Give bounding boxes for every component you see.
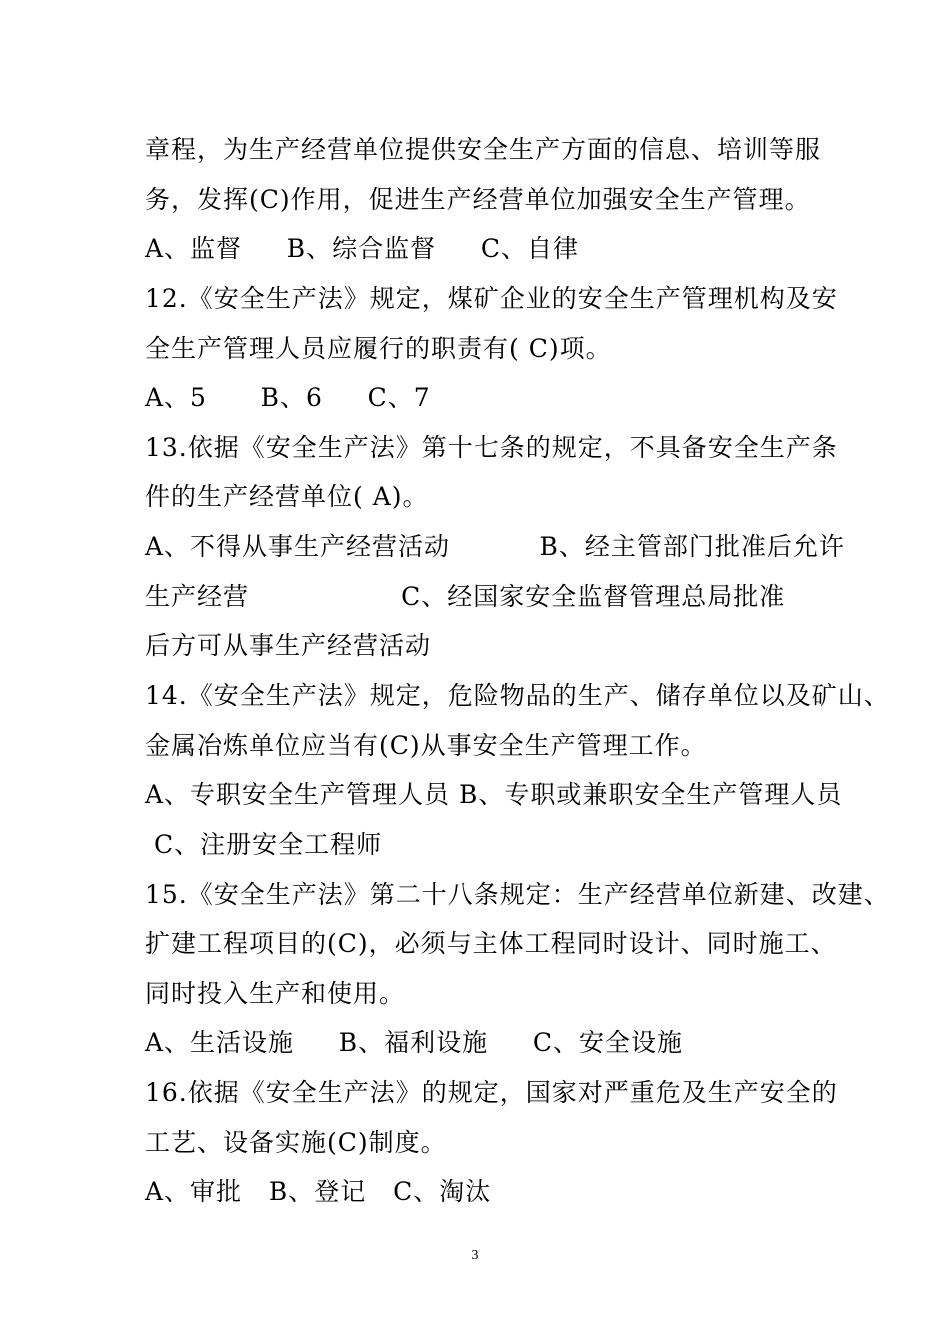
question-12: 12.《安全生产法》规定，煤矿企业的安全生产管理机构及安 (145, 284, 838, 313)
text-line: 件的生产经营单位( A)。 (145, 482, 429, 511)
answer-options: A、生活设施 B、福利设施 C、安全设施 (145, 1028, 684, 1057)
question-15: 15.《安全生产法》第二十八条规定：生产经营单位新建、改建、 (145, 880, 890, 909)
text-line: 务，发挥(C)作用，促进生产经营单位加强安全生产管理。 (145, 185, 811, 214)
text-line: 章程，为生产经营单位提供安全生产方面的信息、培训等服 (145, 135, 822, 164)
question-13: 13.依据《安全生产法》第十七条的规定，不具备安全生产条 (145, 433, 838, 462)
question-16: 16.依据《安全生产法》的规定，国家对严重危及生产安全的 (145, 1078, 838, 1107)
answer-options: A、不得从事生产经营活动 B、经主管部门批准后允许 (145, 532, 845, 561)
text-line: 金属冶炼单位应当有(C)从事安全生产管理工作。 (145, 731, 707, 760)
text-line: 同时投入生产和使用。 (145, 979, 406, 1008)
answer-options: C、注册安全工程师 (145, 830, 383, 859)
text-line: 扩建工程项目的(C)，必须与主体工程同时设计、同时施工、 (145, 929, 837, 958)
text-line: 工艺、设备实施(C)制度。 (145, 1128, 447, 1157)
text-line: 全生产管理人员应履行的职责有( C)项。 (145, 334, 612, 363)
answer-options: A、监督 B、综合监督 C、自律 (145, 234, 580, 263)
answer-options: A、审批 B、登记 C、淘汰 (145, 1177, 492, 1206)
answer-options: A、专职安全生产管理人员 B、专职或兼职安全生产管理人员 (145, 780, 843, 809)
answer-options: A、5 B、6 C、7 (145, 383, 431, 412)
answer-options: 后方可从事生产经营活动 (145, 631, 432, 660)
question-14: 14.《安全生产法》规定，危险物品的生产、储存单位以及矿山、 (145, 681, 890, 710)
answer-options: 生产经营 C、经国家安全监督管理总局批准 (145, 582, 786, 611)
page-number: 3 (471, 1248, 479, 1263)
